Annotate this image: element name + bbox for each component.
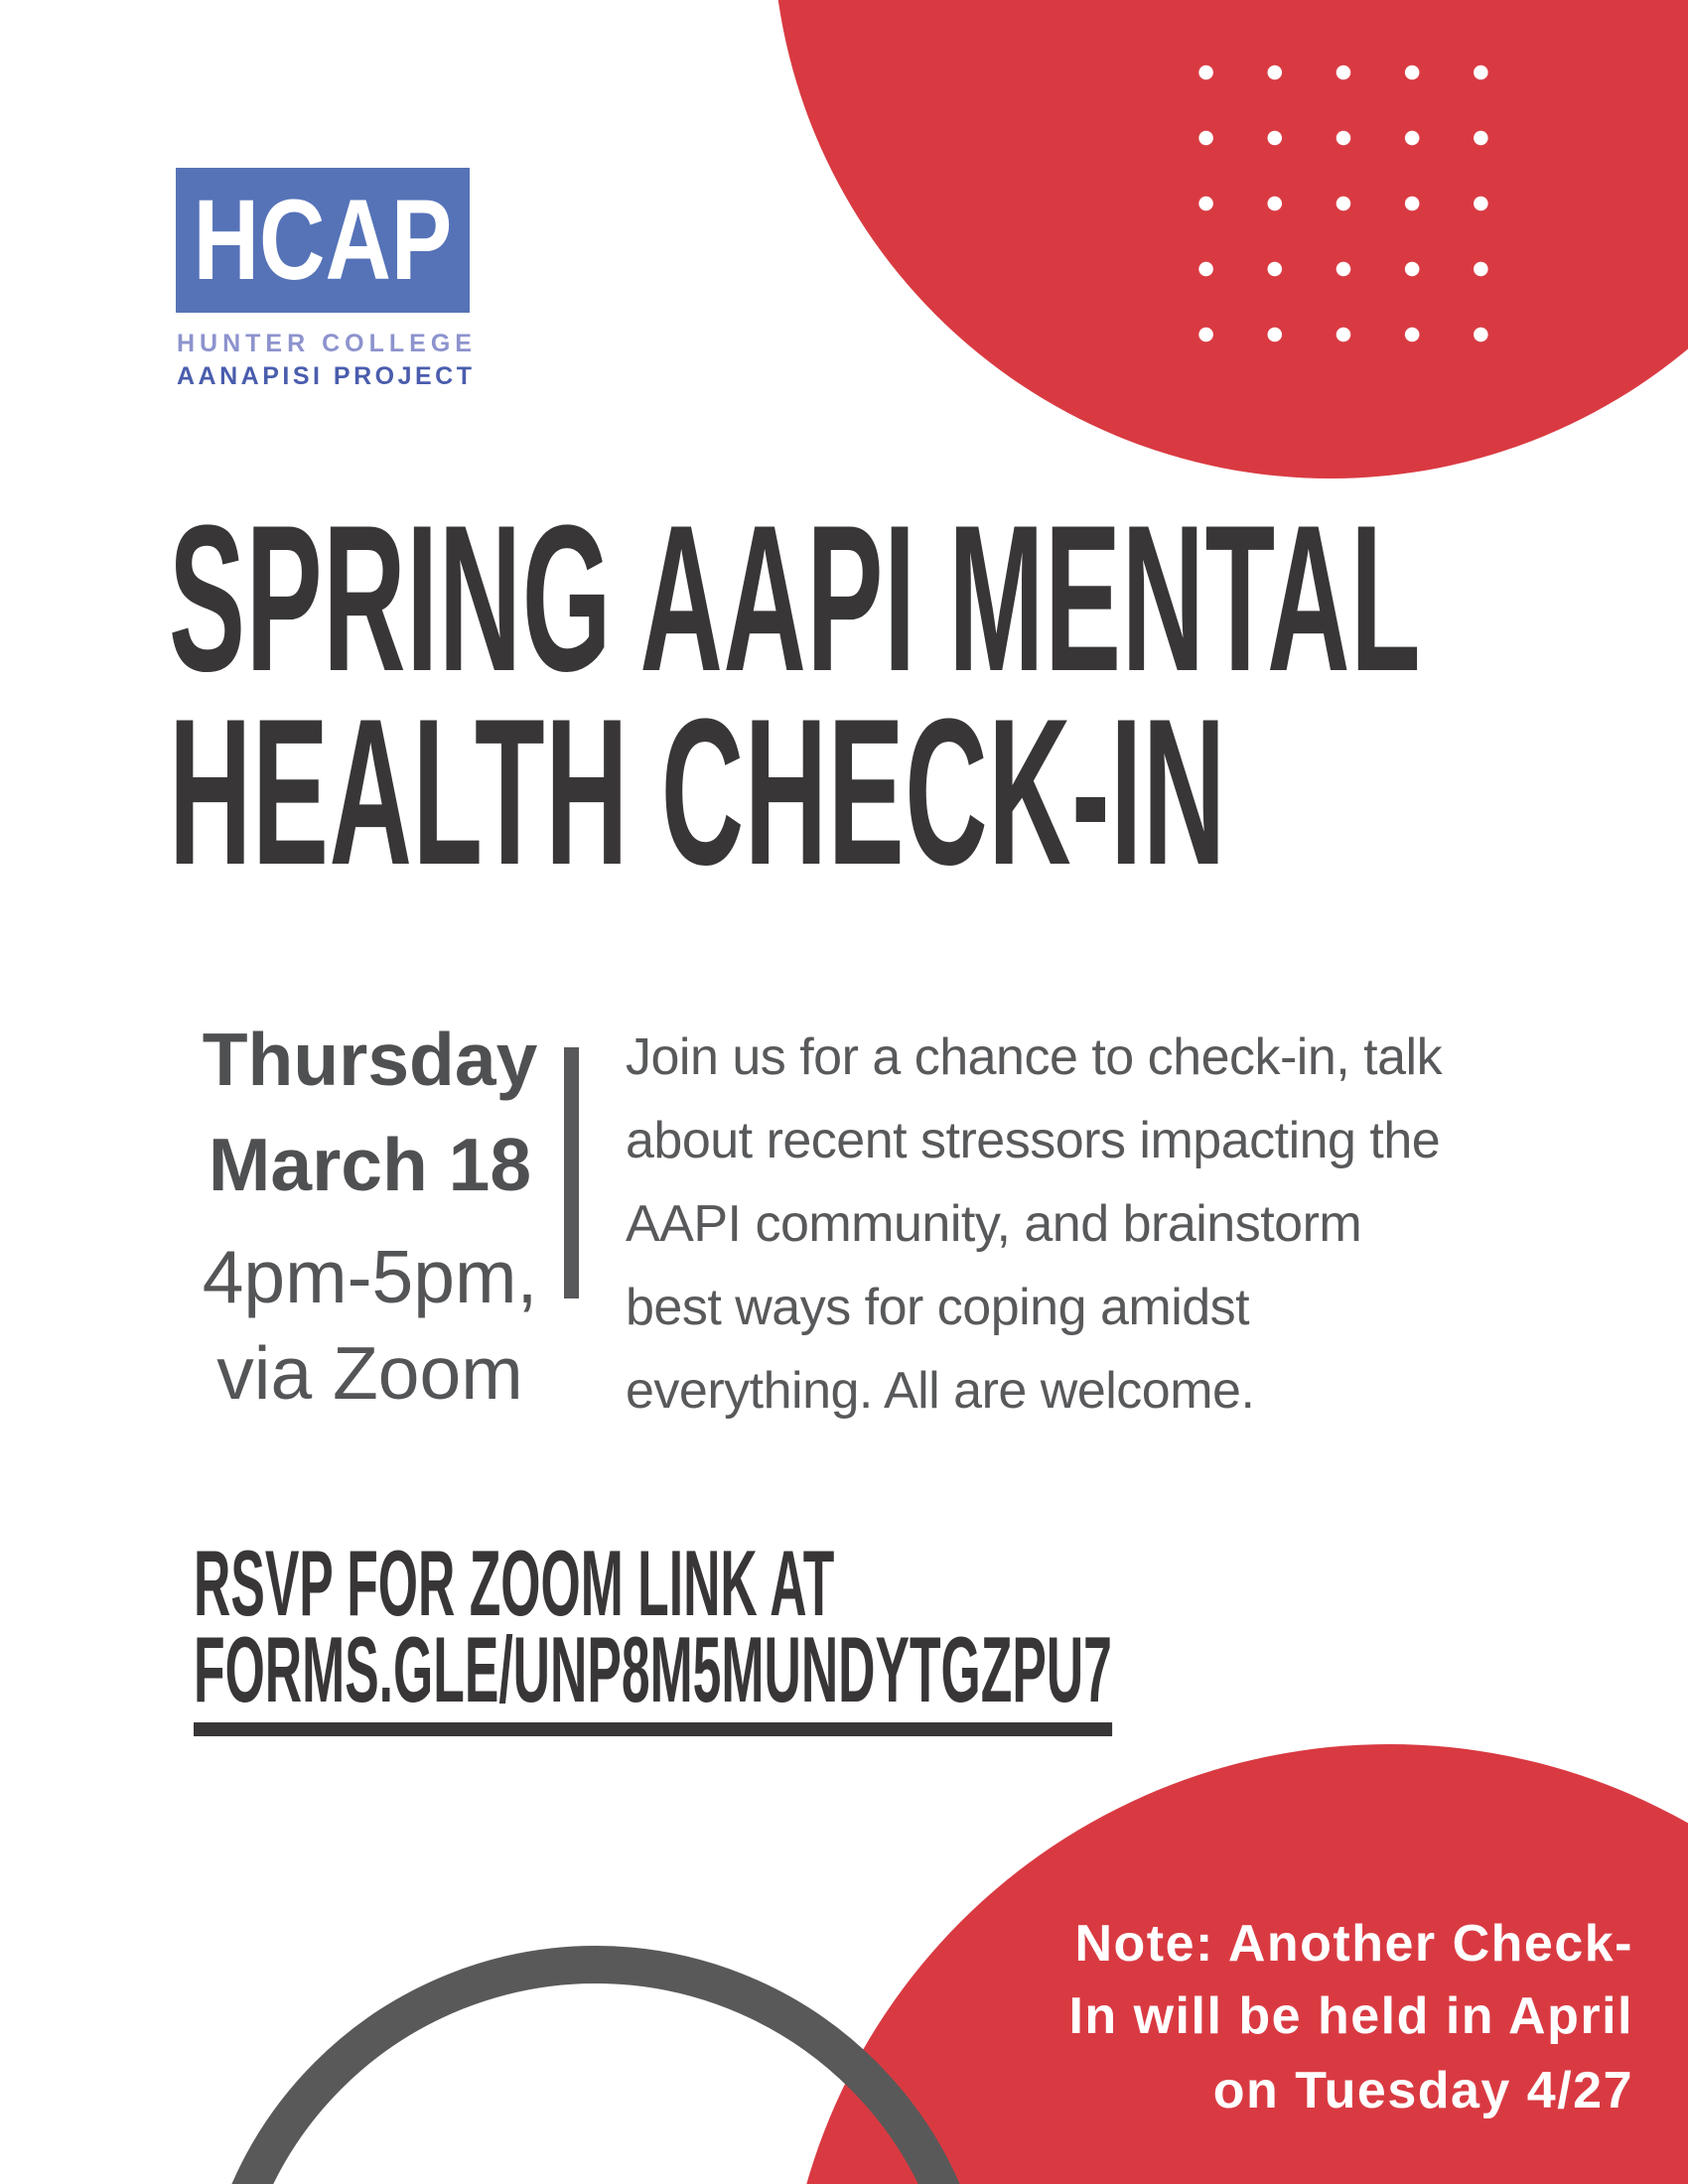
- white-dot-grid: [1172, 40, 1515, 367]
- bottom-left-gray-ring: [199, 1946, 993, 2184]
- event-description: [626, 1016, 1599, 1433]
- page-title-line2: HEALTH CHECK-IN: [169, 675, 1226, 908]
- logo-org-name-line2: AANAPISI PROJECT: [177, 362, 476, 390]
- description-line: everything. All are welcome.: [626, 1362, 1255, 1420]
- event-time: 4pm-5pm,: [202, 1235, 538, 1318]
- event-day: Thursday: [202, 1018, 538, 1101]
- event-platform: via Zoom: [216, 1331, 523, 1415]
- rsvp-heading: RSVP FOR ZOOM LINK AT: [194, 1531, 835, 1635]
- vertical-divider: [564, 1047, 579, 1298]
- event-date: March 18: [208, 1123, 532, 1206]
- description-line: AAPI community, and brainstorm: [626, 1195, 1362, 1253]
- hcap-logo: [176, 168, 470, 313]
- description-line: about recent stressors impacting the: [626, 1112, 1441, 1169]
- logo-org-name-line1: HUNTER COLLEGE: [177, 330, 477, 357]
- page-title-line1: SPRING AAPI MENTAL: [169, 481, 1422, 715]
- note-line2: In will be held in April: [1068, 1987, 1633, 2045]
- description-line: Join us for a chance to check-in, talk: [626, 1028, 1443, 1086]
- rsvp-form-link[interactable]: FORMS.GLE/UNP8M5MUNDYTGZPU7: [194, 1623, 1112, 1736]
- hcap-logo-acronym: HCAP: [193, 176, 453, 304]
- note-line3: on Tuesday 4/27: [1212, 2062, 1633, 2119]
- description-line: best ways for coping amidst: [626, 1279, 1250, 1336]
- note-line1: Note: Another Check-: [1074, 1915, 1633, 1973]
